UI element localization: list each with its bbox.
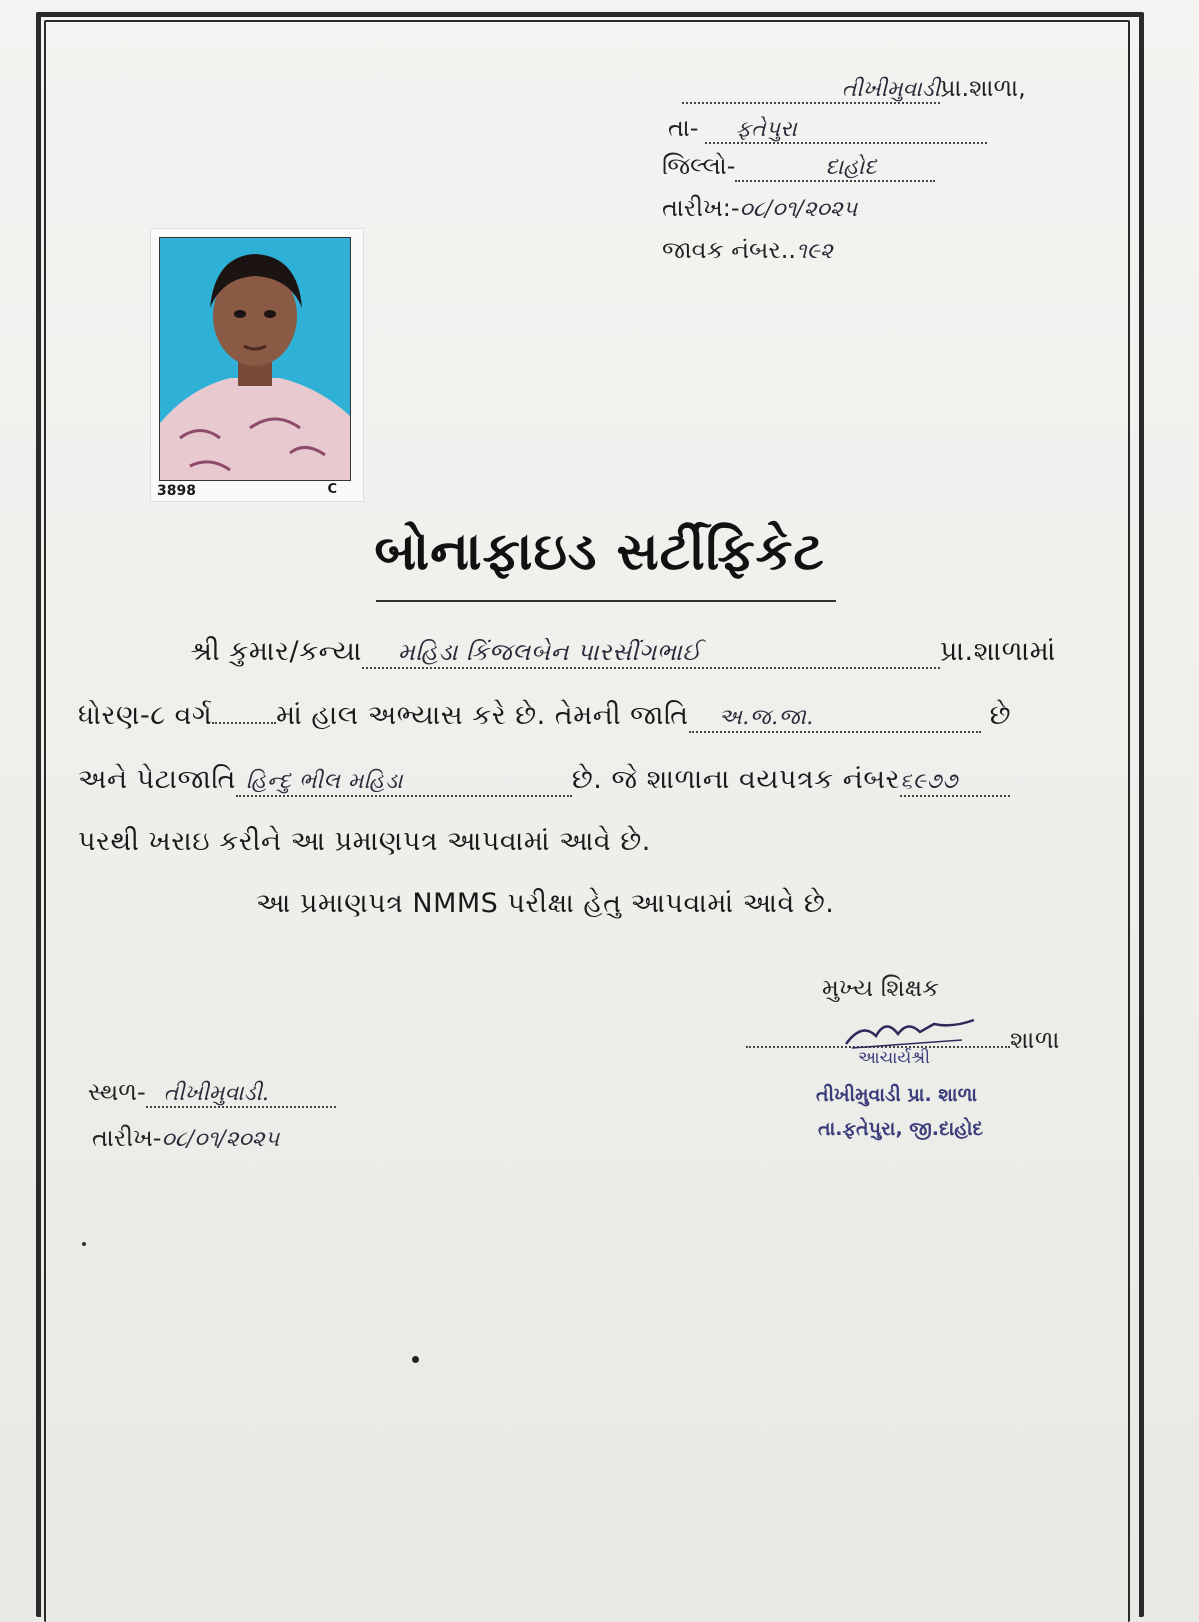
principal-role-label: મુખ્ય શિક્ષક [822, 974, 940, 1002]
header-school-field [682, 77, 940, 104]
header-taluka-field [705, 117, 987, 144]
certificate-title: બોનાફાઇડ સર્ટીફિકેટ [374, 522, 825, 582]
footer-place-field [146, 1078, 336, 1108]
class-field [212, 722, 276, 724]
header-date-value: ૦૮/૦૧/૨૦૨૫ [739, 197, 858, 222]
header-outward-value: ૧૯૨ [796, 239, 833, 264]
header-school-suffix: પ્રા.શાળા, [940, 74, 1026, 102]
header-taluka-value: ફતેપુરા [735, 117, 797, 142]
standard-label: ધોરણ-૮ વર્ગ [78, 700, 213, 731]
title-underline [376, 600, 836, 602]
student-name-field [362, 636, 940, 669]
header-taluka-line [668, 114, 987, 144]
student-name-value: મહિડા કિંજલબેન પારસીંગભાઈ [397, 638, 702, 666]
stamp-line-1: તીખીમુવાડી પ્રા. શાળા [816, 1084, 978, 1106]
student-label: શ્રી કુમાર/કન્યા [190, 636, 362, 667]
register-lead-text: છે. જે શાળાના વયપત્રક નંબર [571, 764, 900, 795]
body-line-2 [78, 700, 1011, 733]
register-field [900, 764, 1010, 797]
body-line-1 [190, 636, 1056, 669]
student-portrait-illustration [160, 238, 350, 480]
header-taluka-label: તા- [668, 114, 699, 142]
stamp-title: આચાર્યશ્રી [858, 1048, 931, 1068]
footer-place-label: સ્થળ- [88, 1078, 146, 1106]
paper-speck [412, 1356, 419, 1363]
body-line-5: આ પ્રમાણપત્ર NMMS પરીક્ષા હેતુ આપવામાં આવે છે. [256, 888, 835, 919]
footer-place-line [88, 1078, 336, 1108]
header-outward-line [662, 236, 833, 264]
student-photo [159, 237, 351, 481]
photo-grade: C [327, 482, 337, 497]
caste-suffix-text: છે [989, 700, 1012, 731]
school-suffix-text: પ્રા.શાળામાં [939, 636, 1056, 667]
footer-place-value: તીખીમુવાડી. [163, 1081, 269, 1106]
body-line-3 [78, 764, 1010, 797]
header-school-line [682, 74, 1026, 104]
header-district-line [662, 152, 935, 182]
header-date-line [662, 194, 857, 222]
header-district-field [735, 155, 935, 182]
caste-value: અ.જ.જા. [718, 705, 814, 730]
paper-speck [82, 1242, 86, 1246]
header-outward-label: જાવક નંબર.. [662, 236, 797, 264]
register-number-value: ૬૯૭૭ [899, 769, 958, 794]
student-photo-frame [150, 228, 364, 502]
footer-date-line [92, 1124, 279, 1152]
header-date-label: તારીખ:- [662, 194, 740, 222]
stamp-line-2: તા.ફતેપુરા, જી.દાહોદ [818, 1118, 984, 1140]
header-district-label: જિલ્લો- [662, 152, 736, 180]
footer-date-label: તારીખ- [92, 1124, 162, 1152]
caste-lead-text: માં હાલ અભ્યાસ કરે છે. તેમની જાતિ [276, 700, 689, 731]
footer-date-value: ૦૮/૦૧/૨૦૨૫ [161, 1127, 280, 1152]
subcaste-value: હિન્દુ ભીલ મહિડા [245, 769, 403, 794]
caste-field [689, 700, 981, 733]
photo-number: 3898 [157, 483, 196, 499]
header-school-value: તીખીમુવાડી [841, 77, 940, 102]
signature-school-word: શાળા [1010, 1026, 1060, 1054]
body-line-4: પરથી ખરાઇ કરીને આ પ્રમાણપત્ર આપવામાં આવે છે. [78, 826, 651, 857]
subcaste-field [236, 764, 572, 797]
header-district-value: દાહોદ [825, 155, 877, 180]
subcaste-label: અને પેટાજાતિ [78, 764, 236, 795]
